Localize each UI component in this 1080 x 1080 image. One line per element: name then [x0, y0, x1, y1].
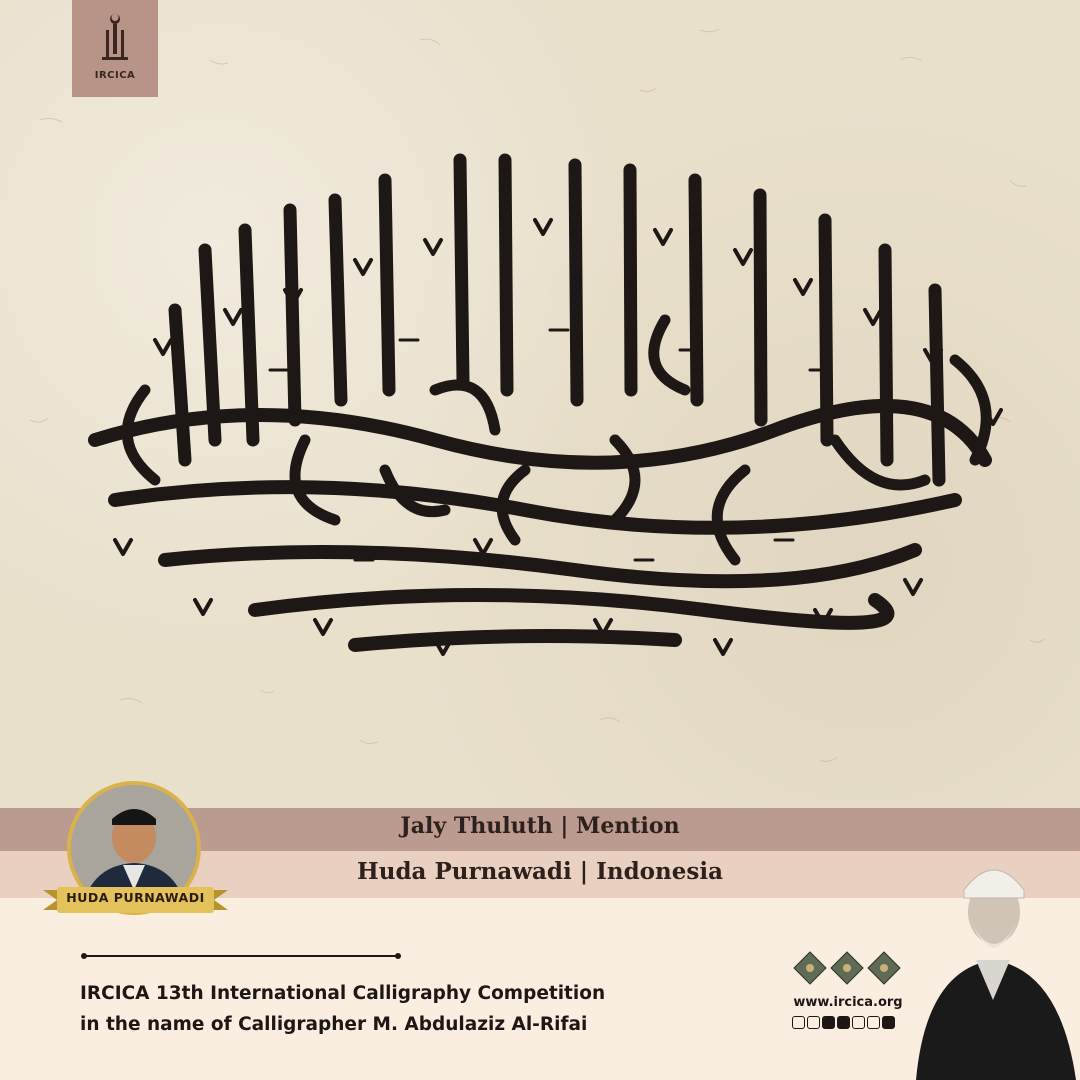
ribbon-label: HUDA PURNAWADI — [66, 890, 205, 905]
mosque-minaret-icon — [72, 0, 158, 70]
divider-line — [80, 951, 402, 961]
competition-title: IRCICA 13th International Calligraphy Competition — [80, 983, 606, 1004]
artist-name-country: Huda Purnawadi | Indonesia — [357, 858, 723, 885]
whatsapp-icon[interactable] — [867, 1016, 880, 1029]
logo-text: IRCICA — [94, 70, 136, 81]
award-category: Jaly Thuluth | Mention — [400, 813, 680, 839]
calligrapher-portrait — [906, 850, 1080, 1080]
competition-subtitle: in the name of Calligrapher M. Abdulaziz Al-Rifai — [80, 1014, 588, 1035]
linkedin-icon[interactable] — [852, 1016, 865, 1029]
social-icons — [792, 1016, 895, 1030]
website-link[interactable]: www.ircica.org — [793, 995, 903, 1010]
instagram-icon[interactable] — [792, 1016, 805, 1029]
youtube-icon[interactable] — [837, 1016, 850, 1029]
ornament-tiles-icon — [792, 950, 902, 986]
facebook-icon[interactable] — [822, 1016, 835, 1029]
telegram-icon[interactable] — [882, 1016, 895, 1029]
x-icon[interactable] — [807, 1016, 820, 1029]
calligraphy-artwork — [55, 140, 1025, 670]
ircica-logo — [72, 0, 158, 97]
